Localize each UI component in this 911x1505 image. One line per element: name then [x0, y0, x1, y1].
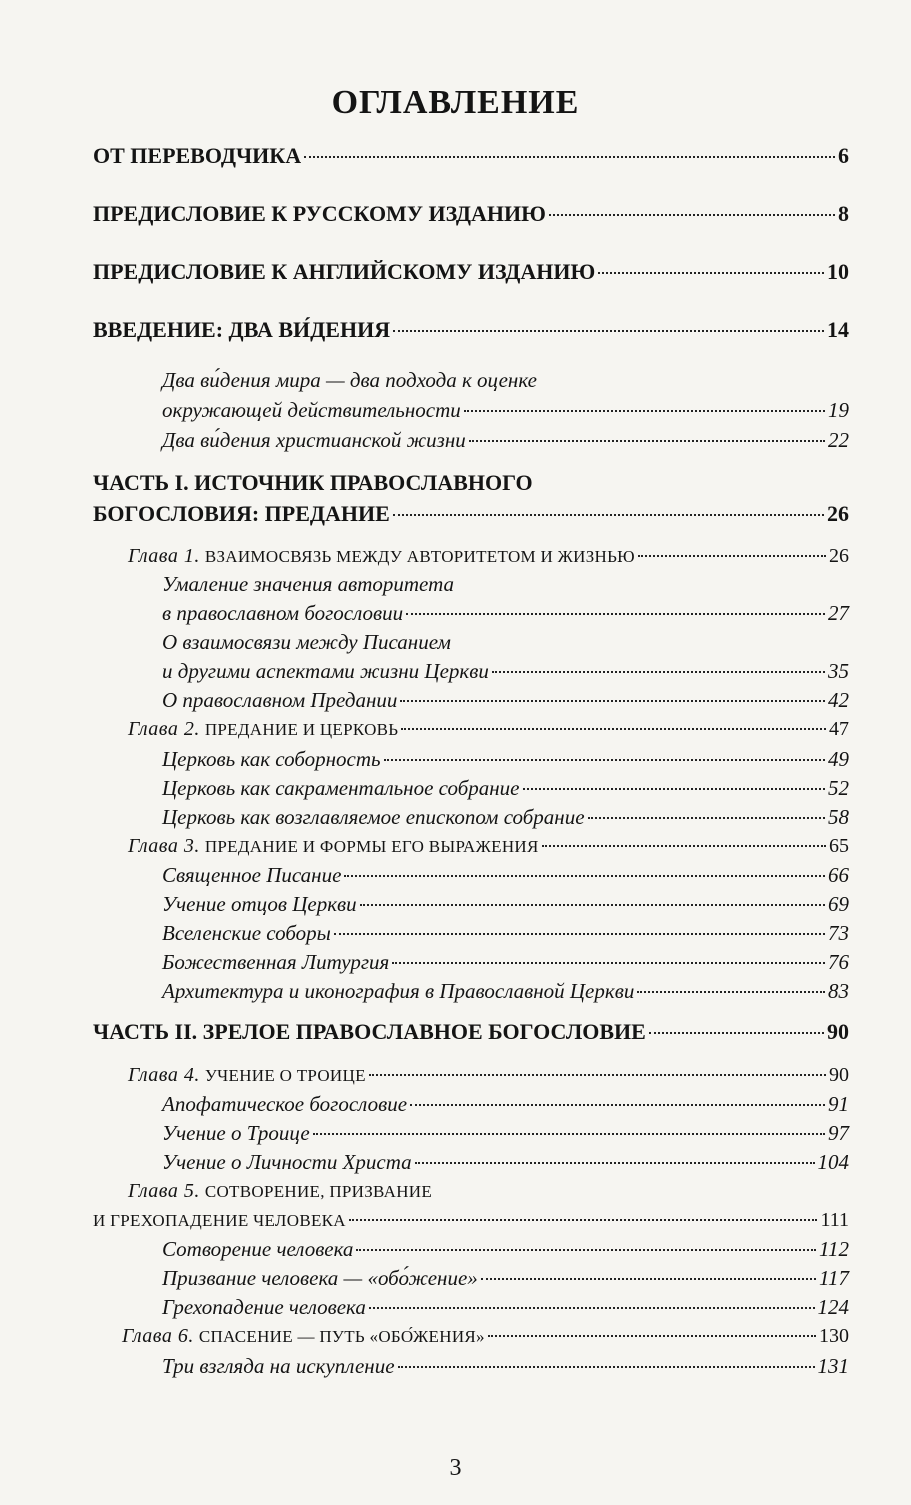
toc-entry-page: 83 [828, 979, 849, 1003]
toc-entry-page: 73 [828, 921, 849, 945]
toc-entry-page: 6 [838, 143, 849, 168]
toc-entry [93, 500, 849, 528]
toc-entry-title-line1 [128, 1177, 432, 1206]
toc-entry-title: Священное Писание [162, 863, 342, 887]
toc-entry [93, 1206, 849, 1235]
toc-entry [122, 1322, 849, 1351]
toc-entry-title: окружающей действительности [162, 398, 461, 422]
toc-entry-title: ПРЕДИСЛОВИЕ К АНГЛИЙСКОМУ ИЗДАНИЮ [93, 259, 596, 284]
toc-entry-title: в православном богословии [162, 601, 404, 625]
toc-entry [93, 258, 849, 286]
toc-entry [162, 774, 849, 802]
toc-entry [162, 948, 849, 976]
chapter-number: Глава 5. [128, 1180, 200, 1202]
toc-entry-page: 90 [829, 1064, 849, 1086]
toc-entry-title: Вселенские соборы [162, 921, 331, 945]
toc-entry-title: УЧЕНИЕ О ТРОИЦЕ [204, 1066, 366, 1085]
page-number: 3 [449, 1455, 462, 1481]
toc-entry-title: БОГОСЛОВИЯ: ПРЕДАНИЕ [93, 501, 390, 526]
dot-leader [588, 817, 825, 819]
dot-leader [393, 514, 824, 516]
dot-leader [401, 728, 826, 730]
toc-entry-title-part: СОТВОРЕНИЕ, ПРИЗВАНИЕ [204, 1182, 433, 1201]
dot-leader [481, 1278, 816, 1280]
toc-entry-page: 76 [828, 950, 849, 974]
toc-entry-title: Церковь как сакраментальное собрание [162, 776, 520, 800]
toc-entry-page: 91 [828, 1092, 849, 1116]
toc-entry [162, 861, 849, 889]
toc-entry-title: О православном Предании [162, 688, 398, 712]
toc-entry [162, 426, 849, 454]
toc-entry-title: Церковь как возглавляемое епископом собрание [162, 805, 585, 829]
toc-entry [162, 803, 849, 831]
chapter-number: Глава 2. [128, 718, 200, 740]
toc-entry [162, 1235, 849, 1263]
chapter-number: Глава 6. [122, 1325, 194, 1347]
toc-entry [162, 1119, 849, 1147]
toc-entry-title-line1: Два ви́дения мира — два подхода к оценке [162, 368, 537, 392]
toc-entry [93, 142, 849, 170]
toc-entry-page: 47 [829, 718, 849, 740]
dot-leader [549, 214, 835, 216]
toc-entry-page: 124 [817, 1295, 849, 1319]
toc-entry [162, 686, 849, 714]
chapter-number: Глава 3. [128, 835, 200, 857]
toc-entry-page: 65 [829, 835, 849, 857]
toc-entry-page: 35 [828, 659, 849, 683]
toc-entry [93, 200, 849, 228]
dot-leader [400, 700, 825, 702]
dot-leader [406, 613, 825, 615]
toc-entry-page: 66 [828, 863, 849, 887]
toc-entry-title: Призвание человека — «обо́жение» [162, 1266, 478, 1290]
dot-leader [637, 991, 825, 993]
toc-entry-title: Два ви́дения христианской жизни [162, 428, 466, 452]
toc-entry-title: ЧАСТЬ II. ЗРЕЛОЕ ПРАВОСЛАВНОЕ БОГОСЛОВИЕ [93, 1019, 646, 1044]
dot-leader [638, 555, 826, 557]
toc-entry [128, 542, 849, 571]
toc-entry-title-line1: ЧАСТЬ I. ИСТОЧНИК ПРАВОСЛАВНОГО [93, 470, 533, 495]
dot-leader [649, 1032, 824, 1034]
dot-leader [393, 330, 824, 332]
dot-leader [464, 410, 825, 412]
toc-entry-title: Церковь как соборность [162, 747, 381, 771]
toc-entry [162, 1264, 849, 1292]
dot-leader [488, 1335, 816, 1337]
toc-entry-title: и другими аспектами жизни Церкви [162, 659, 489, 683]
dot-leader [334, 933, 825, 935]
toc-entry-title: Грехопадение человека [162, 1295, 366, 1319]
toc-entry [162, 1148, 849, 1176]
toc-entry-title: Сотворение человека [162, 1237, 354, 1261]
dot-leader [523, 788, 826, 790]
toc-entry-title: Учение о Троице [162, 1121, 310, 1145]
toc-entry-title: ВВЕДЕНИЕ: ДВА ВИ́ДЕНИЯ [93, 317, 391, 342]
page-title: ОГЛАВЛЕНИЕ [331, 84, 580, 121]
toc-entry-page: 117 [819, 1266, 849, 1290]
toc-entry [128, 715, 849, 744]
dot-leader [492, 671, 825, 673]
toc-entry-page: 104 [817, 1150, 849, 1174]
toc-entry-page: 19 [828, 398, 849, 422]
toc-entry [93, 1018, 849, 1046]
dot-leader [369, 1074, 826, 1076]
dot-leader [542, 845, 826, 847]
toc-entry-title: Апофатическое богословие [162, 1092, 408, 1116]
dot-leader [415, 1162, 815, 1164]
toc-entry-title-line1: Умаление значения авторитета [162, 572, 454, 596]
toc-entry-title: ВЗАИМОСВЯЗЬ МЕЖДУ АВТОРИТЕТОМ И ЖИЗНЬЮ [204, 547, 635, 566]
toc-entry [162, 1090, 849, 1118]
toc-entry-page: 130 [819, 1325, 849, 1347]
dot-leader [304, 156, 835, 158]
toc-entry-page: 58 [828, 805, 849, 829]
toc-entry-title: ПРЕДАНИЕ И ФОРМЫ ЕГО ВЫРАЖЕНИЯ [204, 837, 539, 856]
toc-entry-page: 49 [828, 747, 849, 771]
toc-entry [93, 316, 849, 344]
toc-entry-page: 69 [828, 892, 849, 916]
dot-leader [360, 904, 825, 906]
toc-entry-page: 27 [828, 601, 849, 625]
toc-entry-title: Божественная Литургия [162, 950, 390, 974]
toc-entry-page: 97 [828, 1121, 849, 1145]
toc-entry-page: 26 [827, 501, 849, 526]
toc-entry [162, 396, 849, 424]
toc-entry-title: ОТ ПЕРЕВОДЧИКА [93, 143, 302, 168]
dot-leader [356, 1249, 816, 1251]
toc-entry [162, 890, 849, 918]
dot-leader [469, 440, 825, 442]
toc-entry-page: 8 [838, 201, 849, 226]
toc-entry-page: 111 [820, 1209, 849, 1231]
dot-leader [369, 1307, 815, 1309]
toc-entry-page: 131 [817, 1354, 849, 1378]
toc-entry-page: 42 [828, 688, 849, 712]
dot-leader [349, 1219, 818, 1221]
toc-entry-title: И ГРЕХОПАДЕНИЕ ЧЕЛОВЕКА [93, 1211, 346, 1230]
chapter-number: Глава 4. [128, 1064, 200, 1086]
toc-entry-title: Учение отцов Церкви [162, 892, 357, 916]
toc-entry [162, 1293, 849, 1321]
dot-leader [384, 759, 825, 761]
toc-entry-title: СПАСЕНИЕ — ПУТЬ «ОБО́ЖЕНИЯ» [198, 1327, 485, 1346]
toc-entry-title: Учение о Личности Христа [162, 1150, 412, 1174]
toc-entry [162, 657, 849, 685]
toc-entry-page: 90 [827, 1019, 849, 1044]
toc-entry [128, 832, 849, 861]
dot-leader [344, 875, 825, 877]
toc-entry-title: ПРЕДИСЛОВИЕ К РУССКОМУ ИЗДАНИЮ [93, 201, 546, 226]
toc-entry [162, 977, 849, 1005]
dot-leader [410, 1104, 825, 1106]
toc-entry-page: 52 [828, 776, 849, 800]
toc-entry [162, 1352, 849, 1380]
toc-entry-page: 14 [827, 317, 849, 342]
toc-entry [128, 1061, 849, 1090]
toc-entry [162, 599, 849, 627]
toc-entry [162, 919, 849, 947]
toc-entry-title: Три взгляда на искупление [162, 1354, 395, 1378]
dot-leader [313, 1133, 825, 1135]
toc-entry-title: ПРЕДАНИЕ И ЦЕРКОВЬ [204, 720, 399, 739]
toc-entry-page: 112 [819, 1237, 849, 1261]
toc-entry [162, 745, 849, 773]
chapter-number: Глава 1. [128, 545, 200, 567]
toc-entry-page: 10 [827, 259, 849, 284]
toc-entry-page: 22 [828, 428, 849, 452]
dot-leader [598, 272, 824, 274]
dot-leader [392, 962, 825, 964]
toc-entry-title: Архитектура и иконография в Православной Церкви [162, 979, 635, 1003]
toc-entry-title-line1: О взаимосвязи между Писанием [162, 630, 451, 654]
toc-entry-page: 26 [829, 545, 849, 567]
dot-leader [398, 1366, 815, 1368]
